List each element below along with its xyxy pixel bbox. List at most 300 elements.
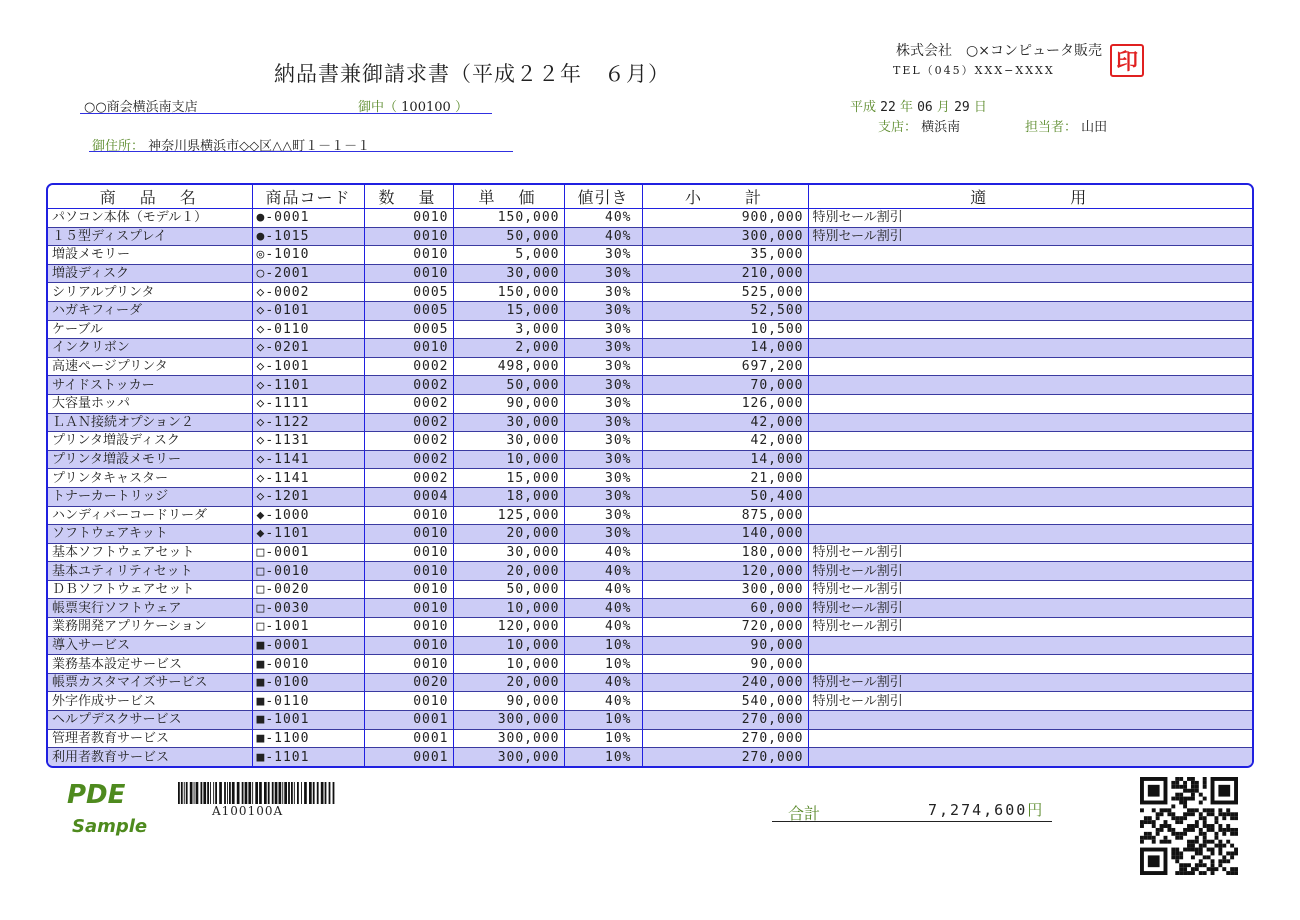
issue-date: [850, 96, 987, 115]
cell-remarks: 特別セール割引: [808, 692, 1252, 711]
qr-module: [1183, 828, 1187, 832]
qr-module: [1148, 820, 1152, 824]
qr-module: [1183, 801, 1187, 805]
cell-discount: 30%: [564, 264, 642, 283]
cell-subtotal: 180,000: [642, 543, 808, 562]
qr-module: [1234, 848, 1238, 852]
cell-subtotal: 90,000: [642, 636, 808, 655]
cell-remarks: 特別セール割引: [808, 673, 1252, 692]
table-row: [48, 729, 1252, 748]
qr-module: [1191, 871, 1195, 875]
cell-discount: 30%: [564, 339, 642, 358]
qr-module: [1195, 808, 1199, 812]
table-row: [48, 283, 1252, 302]
cell-unit-price: 50,000: [453, 227, 564, 246]
cell-remarks: [808, 469, 1252, 488]
cell-remarks: [808, 376, 1252, 395]
barcode-bar: [275, 782, 278, 804]
qr-module: [1218, 851, 1222, 855]
date-year: 22: [880, 100, 896, 115]
qr-finder-center: [1148, 855, 1160, 867]
qr-module: [1222, 828, 1226, 832]
qr-module: [1175, 848, 1179, 852]
cell-product-code: ●-0001: [252, 209, 364, 228]
qr-module: [1226, 851, 1230, 855]
cell-quantity: 0002: [364, 469, 453, 488]
barcode-bar: [329, 782, 331, 804]
qr-module: [1187, 840, 1191, 844]
total-amount: [928, 799, 1044, 820]
cell-product-name: 帳票カスタマイズサービス: [48, 673, 252, 692]
cell-quantity: 0010: [364, 339, 453, 358]
qr-module: [1207, 812, 1211, 816]
cell-product-code: ■-0100: [252, 673, 364, 692]
qr-module: [1175, 797, 1179, 801]
date-month-label: 月: [936, 100, 950, 115]
qr-module: [1156, 828, 1160, 832]
qr-module: [1140, 820, 1144, 824]
qr-module: [1191, 793, 1195, 797]
qr-module: [1171, 828, 1175, 832]
cell-unit-price: 2,000: [453, 339, 564, 358]
cell-product-code: ◇-1001: [252, 357, 364, 376]
barcode-bar: [219, 782, 222, 804]
qr-module: [1140, 808, 1144, 812]
cell-product-code: □-0010: [252, 562, 364, 581]
total-underline: [772, 821, 1052, 822]
qr-module: [1171, 855, 1175, 859]
cell-product-code: ◆-1000: [252, 506, 364, 525]
branch-label: 支店：: [878, 120, 918, 135]
qr-module: [1199, 801, 1203, 805]
cell-product-code: ■-0010: [252, 655, 364, 674]
branch-value: 横浜南: [921, 120, 961, 135]
cell-product-code: ◇-0201: [252, 339, 364, 358]
cell-subtotal: 52,500: [642, 301, 808, 320]
barcode-bar: [207, 782, 209, 804]
cell-subtotal: 720,000: [642, 618, 808, 637]
qr-module: [1179, 793, 1183, 797]
cell-discount: 10%: [564, 748, 642, 766]
cell-product-name: ヘルプデスクサービス: [48, 711, 252, 730]
cell-quantity: 0001: [364, 711, 453, 730]
cell-unit-price: 300,000: [453, 748, 564, 766]
qr-module: [1171, 804, 1175, 808]
cell-subtotal: 14,000: [642, 339, 808, 358]
table-row: [48, 673, 1252, 692]
qr-module: [1183, 871, 1187, 875]
qr-module: [1160, 812, 1164, 816]
cell-product-code: ◇-1141: [252, 469, 364, 488]
cell-unit-price: 50,000: [453, 376, 564, 395]
qr-module: [1183, 797, 1187, 801]
cell-discount: 30%: [564, 525, 642, 544]
qr-module: [1230, 832, 1234, 836]
qr-module: [1230, 871, 1234, 875]
qr-module: [1203, 781, 1207, 785]
qr-module: [1164, 820, 1168, 824]
qr-module: [1234, 816, 1238, 820]
qr-module: [1175, 832, 1179, 836]
cell-product-name: ＤＢソフトウェアセット: [48, 580, 252, 599]
cell-product-name: １５型ディスプレイ: [48, 227, 252, 246]
honorific: 御中（: [358, 100, 398, 115]
table-row: [48, 599, 1252, 618]
qr-module: [1199, 871, 1203, 875]
cell-product-name: サイドストッカー: [48, 376, 252, 395]
cell-discount: 40%: [564, 227, 642, 246]
qr-module: [1195, 789, 1199, 793]
qr-module: [1187, 777, 1191, 781]
cell-subtotal: 540,000: [642, 692, 808, 711]
cell-discount: 40%: [564, 673, 642, 692]
qr-module: [1211, 851, 1215, 855]
branch-field: [878, 116, 960, 135]
barcode-bar: [259, 782, 262, 804]
qr-module: [1148, 816, 1152, 820]
cell-remarks: [808, 450, 1252, 469]
qr-module: [1195, 863, 1199, 867]
cell-product-code: □-0020: [252, 580, 364, 599]
barcode-bar: [291, 782, 293, 804]
qr-module: [1222, 816, 1226, 820]
barcode-bar: [227, 782, 228, 804]
cell-unit-price: 300,000: [453, 729, 564, 748]
qr-module: [1160, 828, 1164, 832]
cell-quantity: 0010: [364, 209, 453, 228]
barcode-bar: [196, 782, 199, 804]
cell-unit-price: 498,000: [453, 357, 564, 376]
cell-unit-price: 150,000: [453, 283, 564, 302]
qr-module: [1234, 832, 1238, 836]
qr-module: [1187, 828, 1191, 832]
barcode-bar: [309, 782, 312, 804]
cell-quantity: 0010: [364, 692, 453, 711]
cell-unit-price: 30,000: [453, 413, 564, 432]
qr-module: [1140, 824, 1144, 828]
qr-module: [1156, 812, 1160, 816]
header-unit-price: 単 価: [453, 185, 564, 209]
table-row: [48, 618, 1252, 637]
qr-module: [1179, 777, 1183, 781]
qr-module: [1183, 789, 1187, 793]
qr-module: [1164, 808, 1168, 812]
qr-module: [1218, 859, 1222, 863]
qr-module: [1195, 848, 1199, 852]
cell-remarks: [808, 357, 1252, 376]
cell-unit-price: 150,000: [453, 209, 564, 228]
qr-module: [1199, 863, 1203, 867]
cell-subtotal: 35,000: [642, 246, 808, 265]
cell-remarks: [808, 432, 1252, 451]
qr-module: [1211, 808, 1215, 812]
qr-module: [1234, 828, 1238, 832]
table-row: [48, 413, 1252, 432]
barcode-bar: [237, 782, 240, 804]
cell-quantity: 0010: [364, 506, 453, 525]
cell-discount: 30%: [564, 320, 642, 339]
table-row: [48, 487, 1252, 506]
qr-module: [1179, 797, 1183, 801]
cell-discount: 30%: [564, 376, 642, 395]
document-title: 納品書兼御請求書（平成２２年 ６月）: [274, 62, 670, 86]
qr-module: [1222, 859, 1226, 863]
table-row: [48, 748, 1252, 766]
qr-module: [1183, 812, 1187, 816]
header-quantity: 数 量: [364, 185, 453, 209]
qr-module: [1183, 781, 1187, 785]
qr-module: [1191, 855, 1195, 859]
qr-module: [1230, 851, 1234, 855]
cell-remarks: 特別セール割引: [808, 562, 1252, 581]
qr-module: [1230, 844, 1234, 848]
cell-quantity: 0010: [364, 618, 453, 637]
table-header-row: [48, 185, 1252, 209]
address-value: 神奈川県横浜市◇◇区△△町１－１－１: [148, 139, 371, 154]
qr-module: [1203, 777, 1207, 781]
cell-discount: 40%: [564, 599, 642, 618]
customer-name: ○○商会横浜南支店: [84, 100, 198, 115]
cell-discount: 30%: [564, 357, 642, 376]
qr-module: [1226, 812, 1230, 816]
cell-unit-price: 30,000: [453, 264, 564, 283]
qr-module: [1191, 844, 1195, 848]
qr-module: [1187, 824, 1191, 828]
table-row: [48, 394, 1252, 413]
qr-module: [1183, 863, 1187, 867]
qr-module: [1207, 867, 1211, 871]
pde-logo: PDE: [67, 780, 126, 810]
cell-quantity: 0002: [364, 394, 453, 413]
total-label: 合計: [788, 804, 821, 823]
cell-quantity: 0010: [364, 227, 453, 246]
qr-module: [1199, 828, 1203, 832]
qr-module: [1156, 816, 1160, 820]
date-year-label: 年: [899, 100, 913, 115]
currency-unit: 円: [1027, 801, 1045, 819]
cell-remarks: [808, 264, 1252, 283]
customer-code: 100100: [401, 100, 451, 115]
cell-product-name: ＬＡＮ接続オプション２: [48, 413, 252, 432]
qr-module: [1148, 836, 1152, 840]
cell-product-name: 管理者教育サービス: [48, 729, 252, 748]
qr-module: [1171, 797, 1175, 801]
cell-unit-price: 5,000: [453, 246, 564, 265]
qr-module: [1195, 824, 1199, 828]
cell-product-name: 大容量ホッパ: [48, 394, 252, 413]
qr-module: [1226, 808, 1230, 812]
qr-module: [1179, 863, 1183, 867]
invoice-table-frame: [46, 183, 1254, 768]
qr-module: [1226, 840, 1230, 844]
cell-product-code: ■-0110: [252, 692, 364, 711]
cell-subtotal: 42,000: [642, 432, 808, 451]
cell-remarks: 特別セール割引: [808, 580, 1252, 599]
cell-subtotal: 21,000: [642, 469, 808, 488]
qr-module: [1195, 851, 1199, 855]
qr-module: [1207, 855, 1211, 859]
qr-module: [1191, 808, 1195, 812]
cell-quantity: 0010: [364, 636, 453, 655]
cell-discount: 40%: [564, 692, 642, 711]
qr-module: [1179, 851, 1183, 855]
cell-quantity: 0010: [364, 525, 453, 544]
cell-subtotal: 900,000: [642, 209, 808, 228]
table-row: [48, 692, 1252, 711]
cell-remarks: [808, 283, 1252, 302]
cell-unit-price: 50,000: [453, 580, 564, 599]
qr-module: [1191, 785, 1195, 789]
cell-product-code: ◆-1101: [252, 525, 364, 544]
barcode-bar: [288, 782, 290, 804]
barcode-bar: [268, 782, 270, 804]
qr-module: [1230, 828, 1234, 832]
qr-module: [1214, 816, 1218, 820]
qr-finder-center: [1148, 785, 1160, 797]
cell-discount: 40%: [564, 543, 642, 562]
cell-unit-price: 20,000: [453, 562, 564, 581]
barcode-bar: [325, 782, 327, 804]
barcode-bar: [184, 782, 185, 804]
cell-subtotal: 140,000: [642, 525, 808, 544]
cell-product-name: ソフトウェアキット: [48, 525, 252, 544]
qr-module: [1144, 832, 1148, 836]
table-row: [48, 264, 1252, 283]
qr-module: [1230, 867, 1234, 871]
cell-remarks: 特別セール割引: [808, 209, 1252, 228]
qr-module: [1218, 840, 1222, 844]
qr-module: [1167, 812, 1171, 816]
qr-module: [1179, 836, 1183, 840]
cell-quantity: 0020: [364, 673, 453, 692]
address-underline: [89, 151, 513, 152]
qr-module: [1218, 844, 1222, 848]
qr-module: [1156, 832, 1160, 836]
date-day: 29: [954, 100, 970, 115]
cell-subtotal: 70,000: [642, 376, 808, 395]
qr-module: [1230, 855, 1234, 859]
cell-quantity: 0010: [364, 543, 453, 562]
cell-discount: 30%: [564, 301, 642, 320]
cell-product-name: 増設メモリー: [48, 246, 252, 265]
barcode-bar: [178, 782, 180, 804]
cell-unit-price: 120,000: [453, 618, 564, 637]
barcode-bar: [279, 782, 282, 804]
qr-module: [1203, 832, 1207, 836]
cell-subtotal: 126,000: [642, 394, 808, 413]
qr-module: [1187, 812, 1191, 816]
barcode-bar: [232, 782, 235, 804]
cell-unit-price: 15,000: [453, 301, 564, 320]
qr-module: [1207, 848, 1211, 852]
barcode-bar: [181, 782, 183, 804]
cell-product-code: □-0030: [252, 599, 364, 618]
cell-subtotal: 90,000: [642, 655, 808, 674]
qr-module: [1191, 824, 1195, 828]
qr-module: [1152, 808, 1156, 812]
company-tel: TEL（045）XXX−XXXX: [893, 64, 1055, 77]
table-row: [48, 246, 1252, 265]
cell-discount: 30%: [564, 469, 642, 488]
cell-discount: 30%: [564, 506, 642, 525]
cell-product-code: ◇-1141: [252, 450, 364, 469]
barcode-text: A100100A: [212, 804, 284, 818]
qr-module: [1214, 867, 1218, 871]
sample-logo-text: Sample: [72, 816, 148, 837]
cell-discount: 30%: [564, 487, 642, 506]
qr-module: [1234, 867, 1238, 871]
qr-module: [1191, 828, 1195, 832]
qr-module: [1171, 785, 1175, 789]
qr-module: [1140, 840, 1144, 844]
cell-quantity: 0010: [364, 264, 453, 283]
qr-module: [1187, 871, 1191, 875]
cell-product-name: 業務開発アプリケーション: [48, 618, 252, 637]
qr-module: [1195, 820, 1199, 824]
qr-module: [1199, 816, 1203, 820]
qr-module: [1171, 832, 1175, 836]
qr-module: [1191, 867, 1195, 871]
cell-product-name: 増設ディスク: [48, 264, 252, 283]
barcode-bar: [190, 782, 193, 804]
cell-product-code: ●-1015: [252, 227, 364, 246]
cell-product-name: 高速ページプリンタ: [48, 357, 252, 376]
cell-subtotal: 50,400: [642, 487, 808, 506]
qr-module: [1191, 797, 1195, 801]
cell-remarks: [808, 525, 1252, 544]
header-product-code: 商品コード: [252, 185, 364, 209]
cell-product-name: プリンタ増設メモリー: [48, 450, 252, 469]
qr-module: [1214, 844, 1218, 848]
cell-product-code: ◇-1201: [252, 487, 364, 506]
cell-product-code: ◇-0101: [252, 301, 364, 320]
qr-module: [1183, 816, 1187, 820]
barcode-bar: [229, 782, 231, 804]
cell-subtotal: 240,000: [642, 673, 808, 692]
cell-product-code: ■-0001: [252, 636, 364, 655]
qr-module: [1171, 851, 1175, 855]
staff-field: [1025, 116, 1107, 135]
table-row: [48, 655, 1252, 674]
barcode-bar: [215, 782, 217, 804]
qr-module: [1144, 816, 1148, 820]
qr-module: [1191, 840, 1195, 844]
qr-module: [1152, 836, 1156, 840]
table-row: [48, 525, 1252, 544]
barcode-bar: [186, 782, 188, 804]
qr-module: [1226, 859, 1230, 863]
table-row: [48, 469, 1252, 488]
cell-unit-price: 10,000: [453, 655, 564, 674]
cell-product-name: トナーカートリッジ: [48, 487, 252, 506]
qr-module: [1152, 840, 1156, 844]
qr-module: [1191, 789, 1195, 793]
qr-module: [1175, 816, 1179, 820]
qr-module: [1199, 859, 1203, 863]
cell-remarks: [808, 339, 1252, 358]
qr-module: [1203, 855, 1207, 859]
staff-label: 担当者：: [1025, 120, 1078, 135]
cell-discount: 40%: [564, 618, 642, 637]
qr-module: [1203, 808, 1207, 812]
qr-module: [1160, 824, 1164, 828]
qr-module: [1211, 863, 1215, 867]
qr-module: [1175, 777, 1179, 781]
qr-module: [1222, 844, 1226, 848]
cell-discount: 30%: [564, 450, 642, 469]
qr-module: [1203, 840, 1207, 844]
cell-product-name: シリアルプリンタ: [48, 283, 252, 302]
